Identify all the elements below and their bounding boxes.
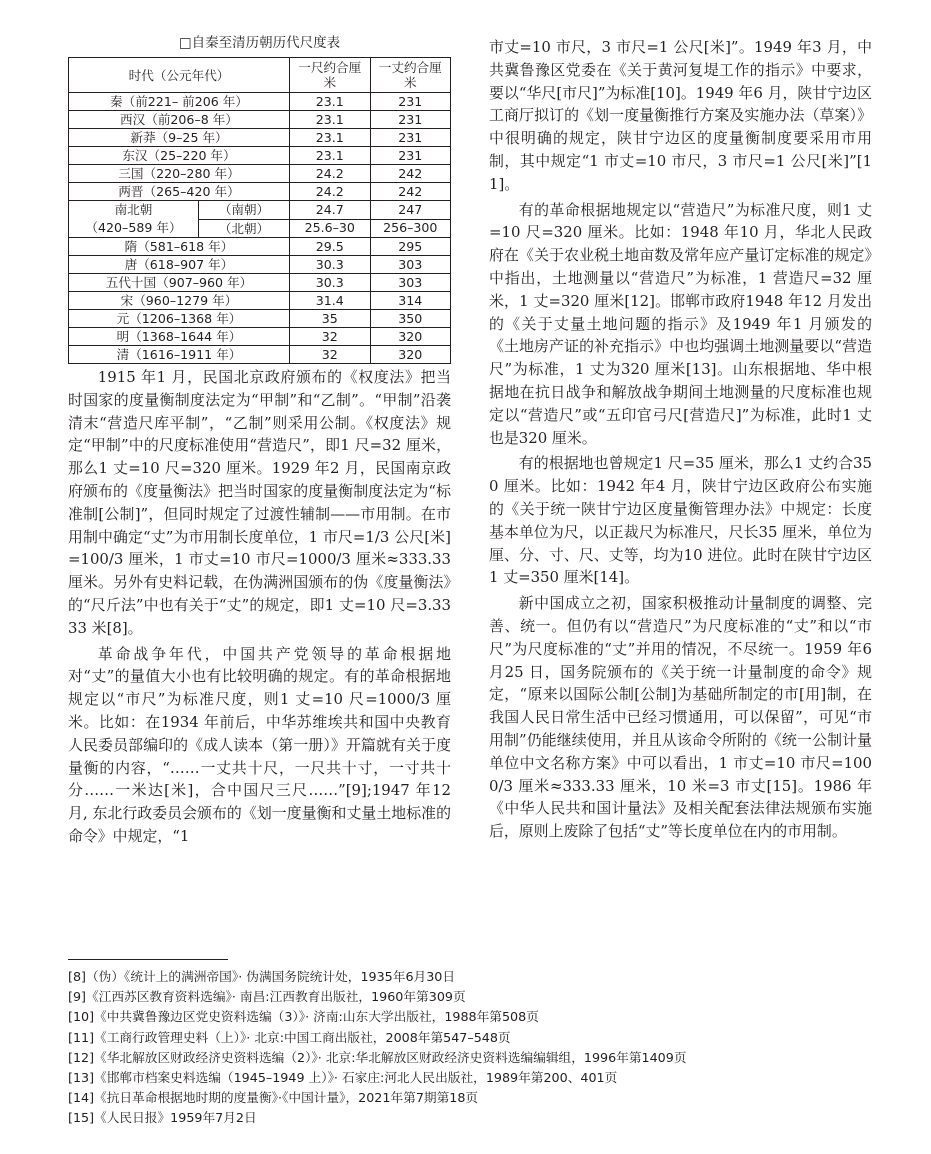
cell-era: 东汉（25–220 年） [69,147,290,165]
footnote-divider [68,959,228,960]
cell-chi: 30.3 [290,256,371,274]
cell-era: 隋（581–618 年） [69,238,290,256]
cell-chi: 29.5 [290,238,371,256]
cell-chi: 24.7 [290,201,371,220]
cell-chi: 24.2 [290,183,371,201]
cell-chi: 23.1 [290,147,371,165]
body-paragraph: 有的革命根据地规定以“营造尺”为标准尺度，则1 丈=10 尺=320 厘米。比如：1948 年10 月，华北人民政府在《关于农业税土地亩数及常年应产量订定标准的规定》中指出，土地测量以“营造尺”为标准，1 营造尺=32 厘米，1 丈=320 厘米[12]。邯郸市政府1948 年12 月发出的《关于丈量土地问题的指示》及1949 年1 月颁发的《土地房产证的补充指示》中也均强调土地测量要以“营造尺”为标准，1 丈为320 厘米[13]。山东根据地、华中根据地在抗日战争和解放战争期间土地测量的尺度标准也规定以“营造尺”或“五印官弓尺[营造尺]”为标准，此时1 丈也是320 厘米。 [489,200,872,447]
cell-era: 三国（220–280 年） [69,165,290,183]
cell-era: 唐（618–907 年） [69,256,290,274]
cell-zhang: 303 [370,256,450,274]
header-era: 时代（公元年代） [69,58,290,93]
cell-zhang: 314 [370,292,450,310]
cell-era: 西汉（前206–8 年） [69,111,290,129]
table-row [69,147,451,165]
footnote: [15]《人民日报》1959年7月2日 [68,1110,257,1126]
table-header-row [69,58,451,93]
footnote: [14]《抗日革命根据地时期的度量衡》·《中国计量》，2021年第7期第18页 [68,1090,479,1106]
table-row [69,292,451,310]
cell-zhang: 303 [370,274,450,292]
cell-era: 新莽（9–25 年） [69,129,290,147]
cell-zhang: 256–300 [370,219,450,238]
cell-era: 清（1616–1911 年） [69,346,290,364]
body-paragraph: 1915 年1 月，民国北京政府颁布的《权度法》把当时国家的度量衡制度法定为“甲制”和“乙制”。“甲制”沿袭清末“营造尺库平制”，“乙制”则采用公制。《权度法》规定“甲制”中的尺度标准使用“营造尺”，即1 尺=32 厘米，那么1 丈=10 尺=320 厘米。1929 年2 月，民国南京政府颁布的《度量衡法》把当时国家的度量衡制度法定为“标准制[公制]”，但同时规定了过渡性辅制——市用制。在市用制中确定“丈”为市用制长度单位，1 市尺=1/3 公尺[米]=100/3 厘米，1 市丈=10 市尺=1000/3 厘米≈333.33 厘米。另外有史料记载，在伪满洲国颁布的伪《度量衡法》的“尺斤法”中也有关于“丈”的规定，即1 丈=10 尺=3.3333 米[8]。 [68,368,451,637]
table-row [69,346,451,364]
table-row [69,328,451,346]
nanbei-era-line2: （420–589 年） [85,220,182,235]
table-row [69,238,451,256]
body-paragraph: 市丈=10 市尺，3 市尺=1 公尺[米]”。1949 年3 月，中共冀鲁豫区党委在《关于黄河复堤工作的指示》中要求，要以“华尺[市尺]”为标准[10]。1949 年6 月，陕甘宁边区工商厅拟订的《划一度量衡推行方案及实施办法（草案）》中很明确的规定，陕甘宁边区的度量衡制度要采用市用制，其中规定“1 市丈=10 市尺，3 市尺=1 公尺[米]”[11]。 [489,38,872,193]
nanbei-sub2: （北朝） [218,220,270,236]
body-paragraph: 有的根据地也曾规定1 尺=35 厘米，那么1 丈约合350 厘米。比如：1942 年4 月，陕甘宁边区政府公布实施的《关于统一陕甘宁边区度量衡管理办法》中规定：长度基本单位为尺，以正裁尺为标准尺，尺长35 厘米，单位为厘、分、寸、尺、丈等，均为10 进位。此时在陕甘宁边区1 丈=350 厘米[14]。 [489,454,872,587]
footnote: [10]《中共冀鲁豫边区党史资料选编（3）》· 济南:山东大学出版社，1988年第508页 [68,1009,539,1025]
cell-zhang: 231 [370,147,450,165]
left-column [68,34,451,848]
measure-table [68,57,451,364]
nanbei-cell [69,201,290,238]
cell-zhang: 320 [370,346,450,364]
header-zhang: 一丈约合厘米 [370,58,450,93]
cell-era: 两晋（265–420 年） [69,183,290,201]
cell-zhang: 242 [370,183,450,201]
cell-zhang: 320 [370,328,450,346]
cell-chi: 24.2 [290,165,371,183]
cell-chi: 35 [290,310,371,328]
footnote: [8]（伪）《统计上的满洲帝国》· 伪满国务院统计处，1935年6月30日 [68,969,456,984]
footnote: [9]《江西苏区教育资料选编》· 南昌:江西教育出版社，1960年第309页 [68,989,466,1005]
footnote: [12]《华北解放区财政经济史资料选编（2）》· 北京:华北解放区财政经济史资料选编编辑组，1996年第1409页 [68,1049,687,1065]
table-row [69,201,451,220]
cell-era: 宋（960–1279 年） [69,292,290,310]
cell-era: 秦（前221– 前206 年） [69,93,290,111]
table-row [69,256,451,274]
table-row [69,310,451,328]
cell-chi: 23.1 [290,129,371,147]
cell-chi: 30.3 [290,274,371,292]
cell-chi: 31.4 [290,292,371,310]
table-row [69,183,451,201]
cell-zhang: 295 [370,238,450,256]
footnote: [11]《工商行政管理史料（上）》· 北京:中国工商出版社，2008年第547–548页 [68,1029,511,1045]
nanbei-sub1: （南朝） [199,201,289,220]
right-column [489,36,872,843]
cell-chi: 23.1 [290,111,371,129]
table-row [69,274,451,292]
table-row [69,111,451,129]
nanbei-era-line1: 南北朝 [114,202,153,217]
cell-zhang: 231 [370,111,450,129]
cell-chi: 25.6–30 [290,219,371,238]
cell-chi: 32 [290,328,371,346]
cell-zhang: 247 [370,201,450,220]
table-row [69,129,451,147]
cell-zhang: 242 [370,165,450,183]
body-paragraph: 新中国成立之初，国家积极推动计量制度的调整、完善、统一。但仍有以“营造尺”为尺度标准的“丈”和以“市尺”为尺度标准的“丈”并用的情况，不尽统一。1959 年6 月25 日，国务院颁布的《关于统一计量制度的命令》规定，“原来以国际公制[公制]为基础所制定的市[用]制，在我国人民日常生活中已经习惯通用，可以保留”，可见“市用制”仍能继续使用，并且从该命令所附的《统一公制计量单位中文名称方案》中可以看出，1 市丈=10 市尺=1000/3 厘米≈333.33 厘米，10 米=3 市丈[15]。1986 年《中华人民共和国计量法》及相关配套法律法规颁布实施后，原则上废除了包括“丈”等长度单位在内的市用制。 [489,594,872,841]
cell-era: 明（1368–1644 年） [69,328,290,346]
body-paragraph: 革命战争年代，中国共产党领导的革命根据地对“丈”的量值大小也有比较明确的规定。有的革命根据地规定以“市尺”为标准尺度，则1 丈=10 尺=1000/3 厘米。比如：在1934 年前后，中华苏维埃共和国中央教育人民委员部编印的《成人读本（第一册）》开篇就有关于度量衡的内容，“……一丈共十尺，一尺共十寸，一寸共十分……一米达[米]，合中国尺三尺……”[9];1947 年12 月, 东北行政委员会颁布的《划一度量衡和丈量土地标准的命令》中规定，“1 [68,644,451,845]
header-chi: 一尺约合厘米 [290,58,371,93]
cell-zhang: 231 [370,129,450,147]
cell-era: 五代十国（907–960 年） [69,274,290,292]
cell-zhang: 350 [370,310,450,328]
cell-chi: 23.1 [290,93,371,111]
footnotes [68,967,898,1129]
table-row [69,165,451,183]
cell-era: 元（1206–1368 年） [69,310,290,328]
table-title: □自秦至清历朝历代尺度表 [178,35,341,51]
table-row [69,93,451,111]
cell-chi: 32 [290,346,371,364]
footnote: [13]《邯郸市档案史料选编（1945–1949 上）》· 石家庄:河北人民出版社，1989年第200、401页 [68,1070,618,1086]
cell-zhang: 231 [370,93,450,111]
